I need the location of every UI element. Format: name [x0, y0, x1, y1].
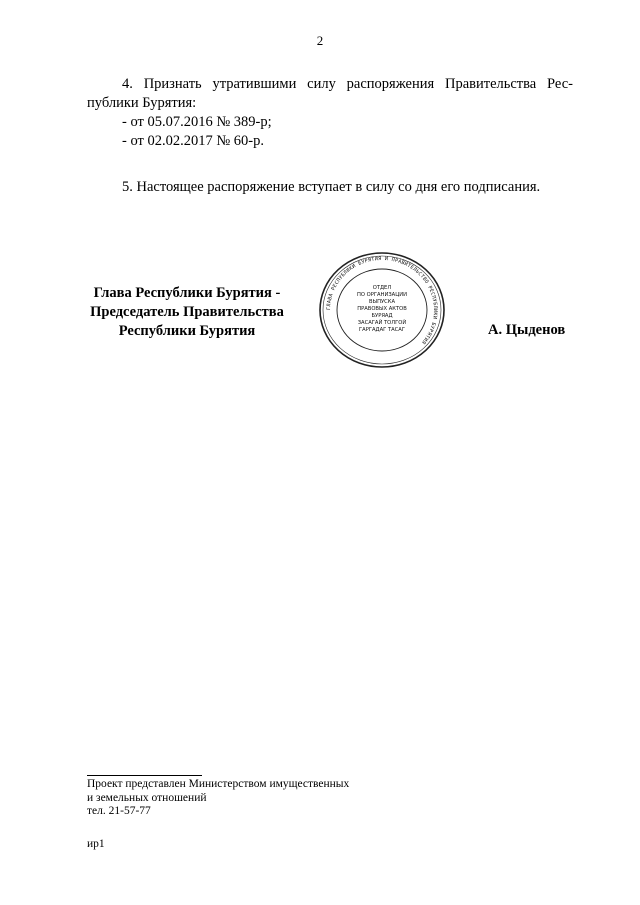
page-number: 2 — [316, 33, 324, 48]
seal-center-line-6: ЗАСАГАЙ ТОЛГОЙ — [357, 320, 407, 326]
paragraph-4-line-1: 4. Признать утратившими силу распоряжения Правительства Рес- — [122, 76, 573, 92]
seal-center-line-7: ГАРГАДАГ ТАСАГ — [358, 327, 406, 333]
footnote-line-2: и земельных отношений — [87, 791, 207, 804]
seal-outer-text: ГЛАВА РЕСПУБЛИКИ БУРЯТИЯ И ПРАВИТЕЛЬСТВО РЕСПУБЛИКИ БУРЯТИЯ — [325, 255, 439, 345]
repealed-item-2: - от 02.02.2017 № 60-р. — [122, 133, 265, 149]
paragraph-4 — [87, 75, 573, 151]
seal-center-line-1: ОТДЕЛ — [372, 285, 392, 291]
repealed-item-1: - от 05.07.2016 № 389-р; — [122, 114, 272, 130]
footnote-phone: тел. 21-57-77 — [87, 805, 151, 817]
paragraph-5 — [87, 178, 573, 197]
seal-center-line-5: БУРЯАД — [371, 313, 393, 319]
official-seal-stamp — [318, 251, 446, 369]
signatory-title — [87, 284, 287, 341]
paragraph-5-text: 5. Настоящее распоряжение вступает в силу со дня его подписания. — [122, 179, 541, 195]
seal-center-line-3: ВЫПУСКА — [368, 299, 396, 305]
document-code: ир1 — [87, 838, 105, 850]
signer-name: А. Цыденов — [488, 322, 566, 338]
seal-center-line-2: ПО ОРГАНИЗАЦИИ — [356, 292, 408, 298]
signatory-title-line-2: Председатель Правительства — [90, 304, 284, 320]
footnote — [87, 778, 349, 819]
footnote-line-1: Проект представлен Министерством имущественных — [87, 778, 350, 790]
paragraph-4-line-2: публики Бурятия: — [87, 95, 197, 111]
seal-center-line-4: ПРАВОВЫХ АКТОВ — [357, 306, 407, 312]
footnote-divider — [87, 775, 202, 776]
signatory-title-line-1: Глава Республики Бурятия - — [93, 285, 281, 301]
signatory-title-line-3: Республики Бурятия — [118, 323, 256, 339]
